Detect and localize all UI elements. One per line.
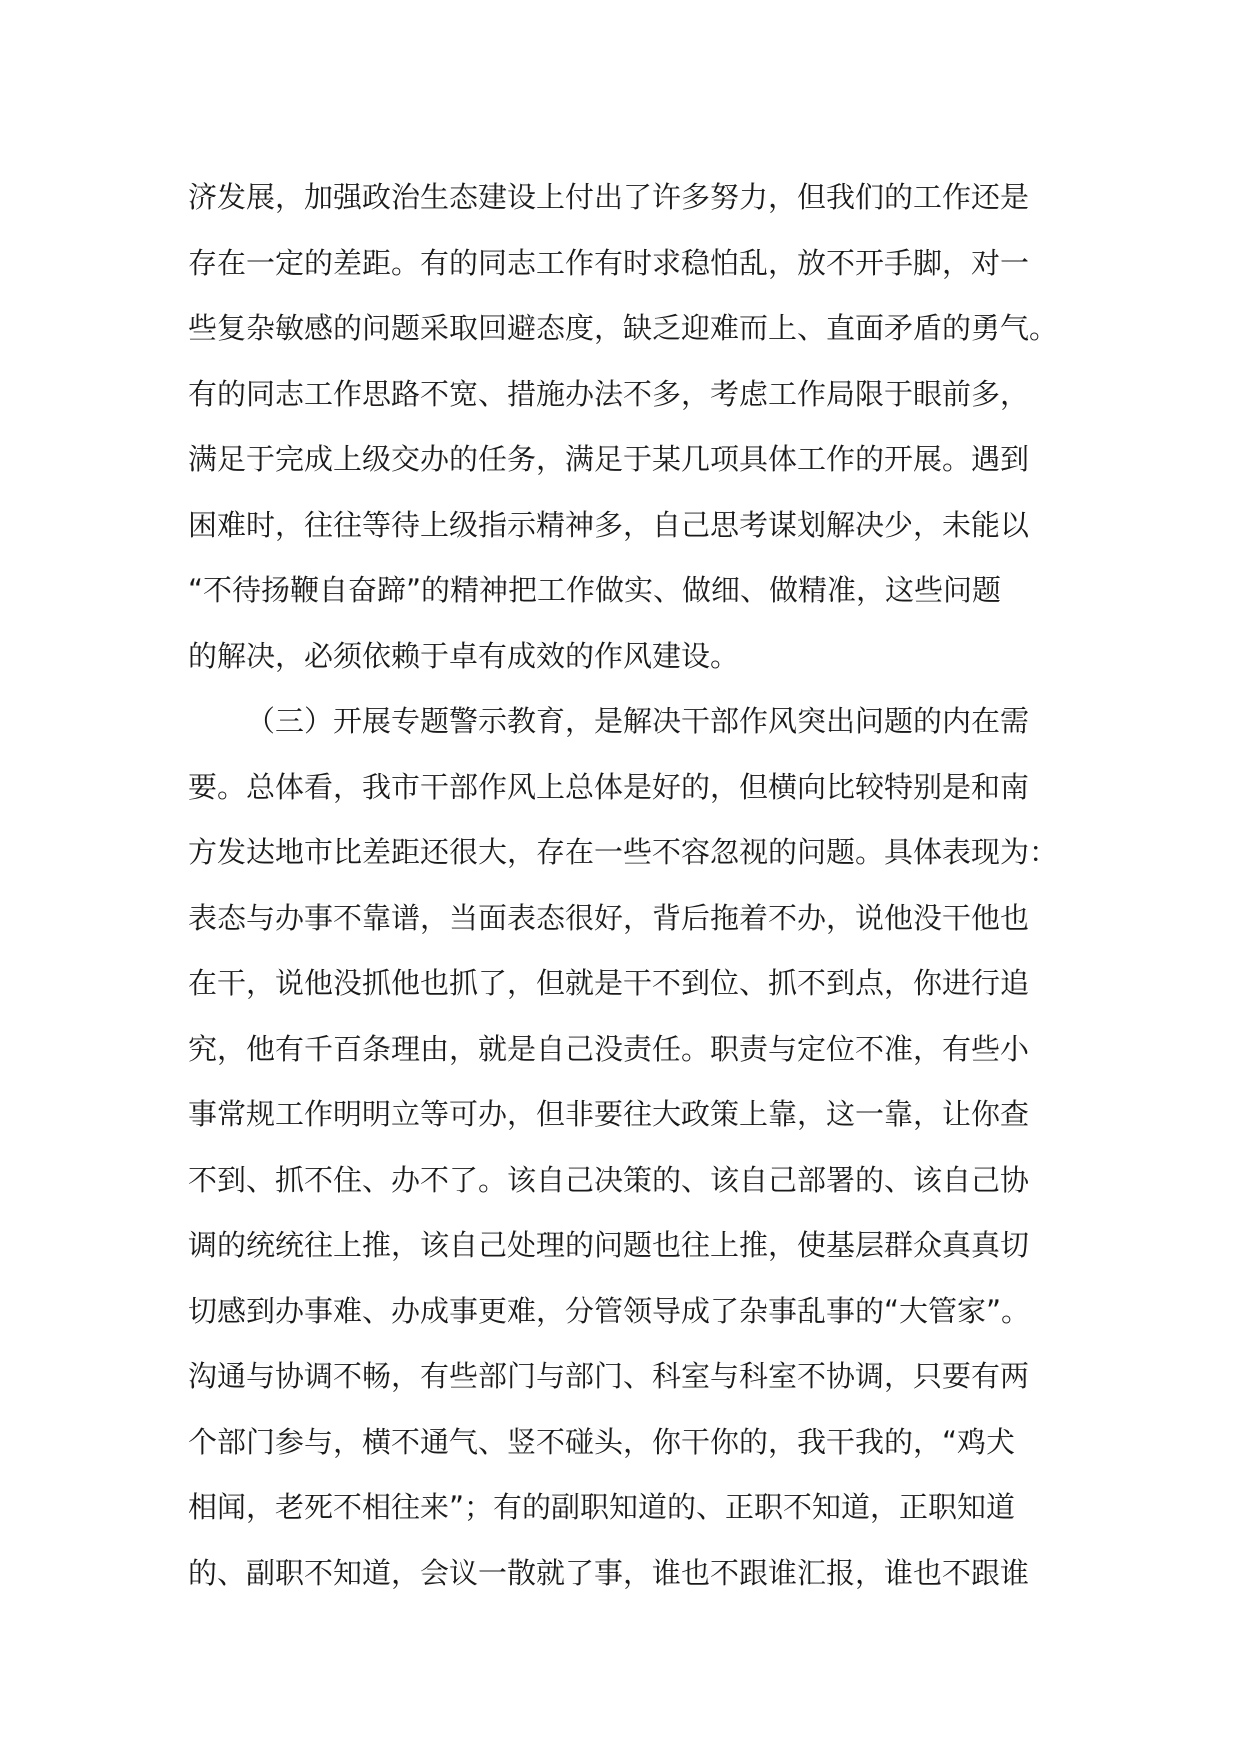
- text-line: 究，他有千百条理由，就是自己没责任。职责与定位不准，有些小: [188, 1031, 1030, 1066]
- text-line: 沟通与协调不畅，有些部门与部门、科室与科室不协调，只要有两: [188, 1359, 1030, 1393]
- text-line: 满足于完成上级交办的任务，满足于某几项具体工作的开展。遇到: [188, 442, 1030, 476]
- text-line: 存在一定的差距。有的同志工作有时求稳怕乱，放不开手脚，对一: [188, 245, 1030, 280]
- text-line: 表态与办事不靠谱，当面表态很好，背后拖着不办，说他没干他也: [188, 900, 1030, 935]
- text-line: 济发展，加强政治生态建设上付出了许多努力，但我们的工作还是: [188, 180, 1030, 214]
- text-line: 个部门参与，横不通气、竖不碰头，你干你的，我干我的，“鸡犬: [188, 1424, 1016, 1459]
- text-line: 些复杂敏感的问题采取回避态度，缺乏迎难而上、直面矛盾的勇气。: [188, 311, 1059, 345]
- text-line: 相闻，老死不相往来”；有的副职知道的、正职不知道，正职知道: [188, 1490, 1016, 1524]
- text-line: 困难时，往往等待上级指示精神多，自己思考谋划解决少，未能以: [188, 507, 1030, 542]
- text-line: 的解决，必须依赖于卓有成效的作风建设。: [188, 638, 740, 673]
- text-line: “不待扬鞭自奋蹄”的精神把工作做实、做细、做精准，这些问题: [188, 573, 1002, 607]
- text-line: 调的统统往上推，该自己处理的问题也往上推，使基层群众真真切: [188, 1228, 1030, 1262]
- text-line: 方发达地市比差距还很大，存在一些不容忽视的问题。具体表现为：: [188, 835, 1059, 869]
- text-line: 在干，说他没抓他也抓了，但就是干不到位、抓不到点，你进行追: [188, 966, 1030, 1000]
- body-text: [188, 165, 1088, 1606]
- text-line: 有的同志工作思路不宽、措施办法不多，考虑工作局限于眼前多，: [188, 376, 1030, 411]
- text-line: 切感到办事难、办成事更难，分管领导成了杂事乱事的“大管家”。: [188, 1293, 1031, 1328]
- text-line: 要。总体看，我市干部作风上总体是好的，但横向比较特别是和南: [188, 769, 1030, 804]
- text-line: 不到、抓不住、办不了。该自己决策的、该自己部署的、该自己协: [188, 1162, 1030, 1197]
- text-line: 的、副职不知道，会议一散就了事，谁也不跟谁汇报，谁也不跟谁: [188, 1555, 1030, 1590]
- text-line: 事常规工作明明立等可办，但非要往大政策上靠，这一靠，让你查: [188, 1097, 1030, 1131]
- section-heading-line: （三）开展专题警示教育，是解决干部作风突出问题的内在需: [246, 704, 1030, 738]
